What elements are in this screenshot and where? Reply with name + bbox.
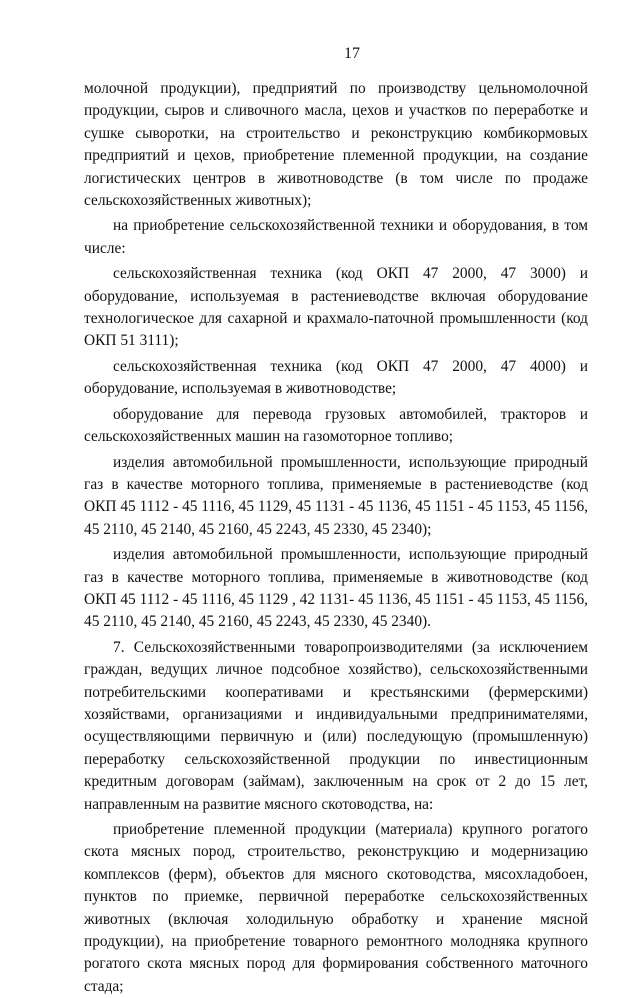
paragraph-gas-vehicles-crops: изделия автомобильной промышленности, использующие природный газ в качестве моторного топлива, применяемые в растениеводстве (код ОКП 45 1112 - 45 1116, 45 1129, 45 1131 - 45 1136, 45 1151 - 45 1153, 45 1156, 45 2110, 45 2140, 45 2160, 45 2243, 45 2330, 45 2340); xyxy=(84,453,588,538)
paragraph-gas-vehicles-livestock: изделия автомобильной промышленности, использующие природный газ в качестве моторного топлива, применяемые в животноводстве (код ОКП 45 1112 - 45 1116, 45 1129 , 42 1131- 45 1136, 45 1151 - 45 1153, 45 1156, 45 2110, 45 2140, 45 2160, 45 2243, 45 2330, 45 2340). xyxy=(84,546,588,631)
page-number: 17 xyxy=(344,45,360,62)
paragraph-item-7: 7. Сельскохозяйственными товаропроизводителями (за исключением граждан, ведущих личное подсобное хозяйство), сельскохозяйственными потребительскими кооперативами и крестьянскими (фермерскими) хозяйствами, организациями и индивидуальными предпринимателями, осуществляющими первичную и (или) последующую (промышленную) переработку сельскохозяйственной продукции по инвестиционным кредитным договорам (займам), заключенным на срок от 2 до 15 лет, направленным на развитие мясного скотоводства, на: xyxy=(84,638,588,813)
paragraph-continuation: молочной продукции), предприятий по производству цельномолочной продукции, сыров и сливочного масла, цехов и участков по переработке и сушке сыворотки, на строительство и реконструкцию комбикормовых предприятий и цехов, приобретение племенной продукции, на создание логистических центров в животноводстве (в том числе по продаже сельскохозяйственных животных); xyxy=(84,80,588,210)
paragraph-beef-cattle: приобретение племенной продукции (материала) крупного рогатого скота мясных пород, строительство, реконструкцию и модернизацию комплексов (ферм), объектов для мясного скотоводства, мясохладобоен, пунктов по приемке, первичной переработке сельскохозяйственных животных (включая холодильную обработку и хранение мясной продукции), на приобретение товарного ремонтного молодняка крупного рогатого скота мясных пород для формирования собственного маточного стада; xyxy=(84,821,588,995)
paragraph-crop-machinery: сельскохозяйственная техника (код ОКП 47 2000, 47 3000) и оборудование, используемая в растениеводстве включая оборудование технологическое для сахарной и крахмало-паточной промышленности (код ОКП 51 3111); xyxy=(84,265,588,350)
paragraph-gas-conversion: оборудование для перевода грузовых автомобилей, тракторов и сельскохозяйственных машин на газомоторное топливо; xyxy=(84,405,588,446)
paragraph-livestock-machinery: сельскохозяйственная техника (код ОКП 47 2000, 47 4000) и оборудование, используемая в животноводстве; xyxy=(84,357,588,398)
document-body xyxy=(84,78,588,998)
paragraph-equipment-intro: на приобретение сельскохозяйственной техники и оборудования, в том числе: xyxy=(84,217,588,257)
